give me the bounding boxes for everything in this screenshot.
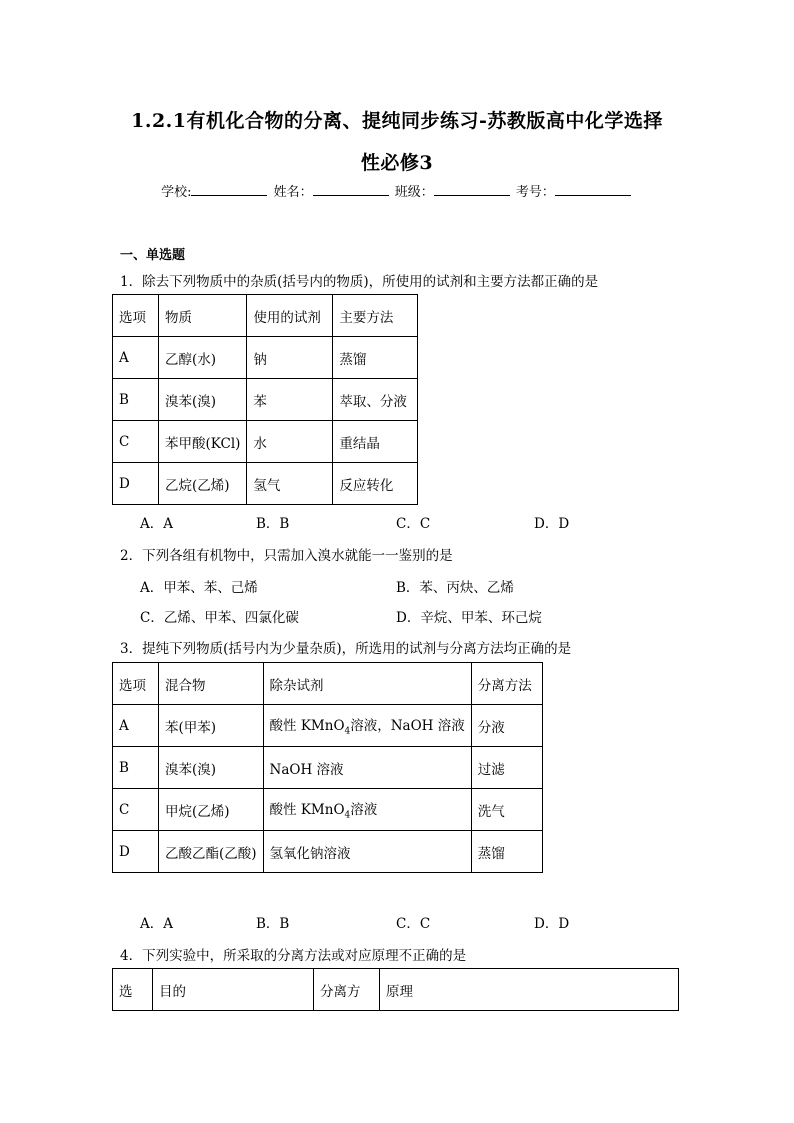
table-row: [113, 463, 418, 505]
option-d[interactable]: D．D: [534, 916, 570, 932]
table-cell: NaOH 溶液: [263, 747, 471, 789]
reagent-text: 溶液: [350, 802, 378, 819]
table-cell: 分液: [471, 705, 542, 747]
table-row: [113, 337, 418, 379]
section-heading: 一、单选题: [120, 248, 186, 263]
table-cell: 使用的试剂: [247, 295, 333, 337]
option-a[interactable]: A．A: [140, 916, 173, 932]
table-cell: 苯: [247, 379, 333, 421]
table-cell: 甲烷(乙烯): [159, 789, 264, 831]
table-cell: 苯(甲苯): [159, 705, 264, 747]
table-cell: A: [113, 705, 159, 747]
question-2-options-row1: [0, 576, 794, 596]
option-b[interactable]: B．B: [256, 916, 290, 932]
class-blank[interactable]: [434, 183, 510, 196]
table-cell: D: [113, 463, 159, 505]
question-4-stem: 4．下列实验中，所采取的分离方法或对应原理不正确的是: [120, 948, 467, 964]
table-cell: 乙酸乙酯(乙酸): [159, 831, 264, 873]
option-c[interactable]: C．C: [396, 516, 431, 532]
table-cell: [263, 705, 471, 747]
table-cell: 目的: [153, 969, 314, 1011]
reagent-text: 酸性 KMnO: [269, 718, 345, 735]
question-3-options: [0, 912, 794, 932]
table-cell: A: [113, 337, 159, 379]
question-1-stem: 1．除去下列物质中的杂质(括号内的物质)，所使用的试剂和主要方法都正确的是: [120, 274, 599, 290]
page-title-continued: 性必修3: [360, 152, 434, 174]
table-cell: 钠: [247, 337, 333, 379]
question-3-table: [112, 662, 543, 873]
question-2-stem: 2．下列各组有机物中，只需加入溴水就能一一鉴别的是: [120, 548, 453, 564]
table-cell: 蒸馏: [471, 831, 542, 873]
class-label: 班级：: [394, 185, 434, 200]
option-a[interactable]: A．A: [140, 516, 173, 532]
table-cell: 苯甲酸(KCl): [159, 421, 247, 463]
option-c[interactable]: C．乙烯、甲苯、四氯化碳: [140, 610, 299, 626]
school-label: 学校:: [161, 185, 192, 200]
table-cell: 洗气: [471, 789, 542, 831]
table-cell: 溴苯(溴): [159, 379, 247, 421]
table-cell: C: [113, 789, 159, 831]
table-row: [113, 421, 418, 463]
subscript: 4: [344, 726, 351, 737]
name-label: 姓名：: [273, 185, 313, 200]
table-row: [113, 379, 418, 421]
question-4-table: [112, 968, 679, 1011]
table-cell: 混合物: [159, 663, 264, 705]
table-cell: 选项: [113, 295, 159, 337]
student-info-line: [0, 181, 794, 200]
table-cell: 氢氧化钠溶液: [263, 831, 471, 873]
table-cell: B: [113, 747, 159, 789]
table-cell: 氢气: [247, 463, 333, 505]
table-cell: 物质: [159, 295, 247, 337]
option-b[interactable]: B．苯、丙炔、乙烯: [396, 580, 514, 596]
table-cell: 萃取、分液: [333, 379, 418, 421]
table-cell: 原理: [380, 969, 679, 1011]
table-cell: 除杂试剂: [263, 663, 471, 705]
table-cell: 分离方: [314, 969, 380, 1011]
table-cell: 水: [247, 421, 333, 463]
name-blank[interactable]: [313, 183, 389, 196]
table-cell: 溴苯(溴): [159, 747, 264, 789]
school-blank[interactable]: [191, 183, 267, 196]
table-row: [113, 747, 543, 789]
exam-no-blank[interactable]: [555, 183, 631, 196]
exam-no-label: 考号：: [515, 185, 555, 200]
table-cell: 过滤: [471, 747, 542, 789]
table-cell: 乙烷(乙烯): [159, 463, 247, 505]
option-a[interactable]: A．甲苯、苯、己烯: [140, 580, 258, 596]
table-header-row: [113, 295, 418, 337]
reagent-text: 溶液，NaOH 溶液: [350, 718, 465, 735]
reagent-text: 酸性 KMnO: [269, 802, 345, 819]
question-2-options-row2: [0, 606, 794, 626]
table-cell: 反应转化: [333, 463, 418, 505]
question-1-table: [112, 294, 418, 505]
question-3-stem: 3．提纯下列物质(括号内为少量杂质)，所选用的试剂与分离方法均正确的是: [120, 641, 572, 657]
table-cell: B: [113, 379, 159, 421]
option-c[interactable]: C．C: [396, 916, 431, 932]
table-cell: C: [113, 421, 159, 463]
table-header-row: [113, 663, 543, 705]
table-header-row: [113, 969, 679, 1011]
table-row: [113, 789, 543, 831]
table-row: [113, 831, 543, 873]
table-cell: 主要方法: [333, 295, 418, 337]
table-row: [113, 705, 543, 747]
table-cell: 蒸馏: [333, 337, 418, 379]
table-cell: 重结晶: [333, 421, 418, 463]
subscript: 4: [344, 810, 351, 821]
table-cell: 乙醇(水): [159, 337, 247, 379]
table-cell: 选项: [113, 663, 159, 705]
table-cell: [263, 789, 471, 831]
option-d[interactable]: D．辛烷、甲苯、环己烷: [396, 610, 542, 626]
option-d[interactable]: D．D: [534, 516, 570, 532]
question-1-options: [0, 512, 794, 532]
table-cell: 分离方法: [471, 663, 542, 705]
option-b[interactable]: B．B: [256, 516, 290, 532]
table-cell: 选: [113, 969, 153, 1011]
table-cell: D: [113, 831, 159, 873]
page-title: 1.2.1有机化合物的分离、提纯同步练习-苏教版高中化学选择: [131, 110, 663, 132]
